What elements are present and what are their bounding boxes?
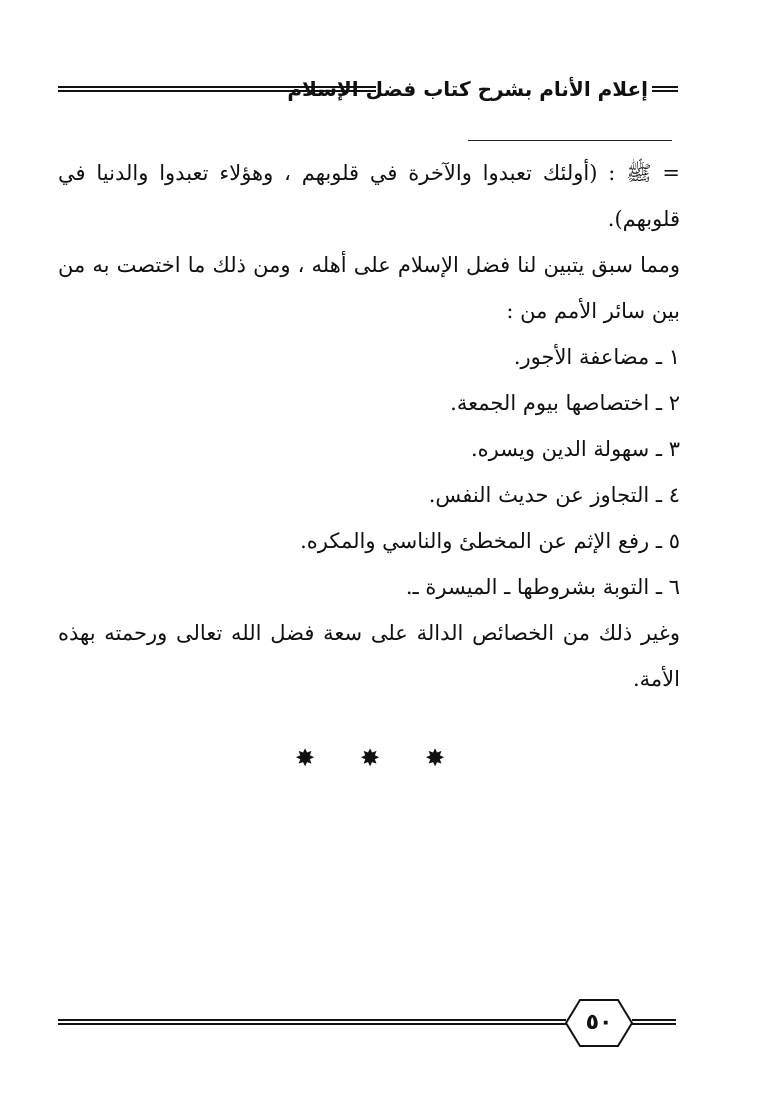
list-item: ٣ ـ سهولة الدين ويسره. <box>471 437 680 461</box>
footer-rule-left <box>58 1019 566 1025</box>
closing-paragraph: وغير ذلك من الخصائص الدالة على سعة فضل الله تعالى ورحمته بهذه الأمة. <box>58 621 680 691</box>
continuation-rule <box>468 140 672 141</box>
running-header <box>58 74 678 104</box>
page-number: ٥٠ <box>585 1010 613 1035</box>
book-title: إعلام الأنام بشرح كتاب فضل الإسلام <box>287 77 648 101</box>
section-separator <box>290 740 450 776</box>
header-rule-right <box>652 86 678 92</box>
star-ornament-icon: ✸ <box>424 744 446 772</box>
star-ornament-icon: ✸ <box>294 744 316 772</box>
list-item: ٥ ـ رفع الإثم عن المخطئ والناسي والمكره. <box>300 529 680 553</box>
hadith-paragraph: = ﷺ : (أولئك تعبدوا والآخرة في قلوبهم ، وهؤلاء تعبدوا والدنيا في قلوبهم). <box>58 161 680 231</box>
list-item: ٦ ـ التوبة بشروطها ـ الميسرة ـ. <box>405 575 680 599</box>
page-number-badge <box>564 998 634 1048</box>
list-item: ٢ ـ اختصاصها بيوم الجمعة. <box>450 391 680 415</box>
list-item: ٤ ـ التجاوز عن حديث النفس. <box>428 483 680 507</box>
intro-paragraph: ومما سبق يتبين لنا فضل الإسلام على أهله ، ومن ذلك ما اختصت به من بين سائر الأمم من : <box>58 253 680 323</box>
footer-rule-right <box>632 1019 676 1025</box>
star-ornament-icon: ✸ <box>359 744 381 772</box>
list-item: ١ ـ مضاعفة الأجور. <box>513 345 680 369</box>
page-body <box>58 150 680 702</box>
